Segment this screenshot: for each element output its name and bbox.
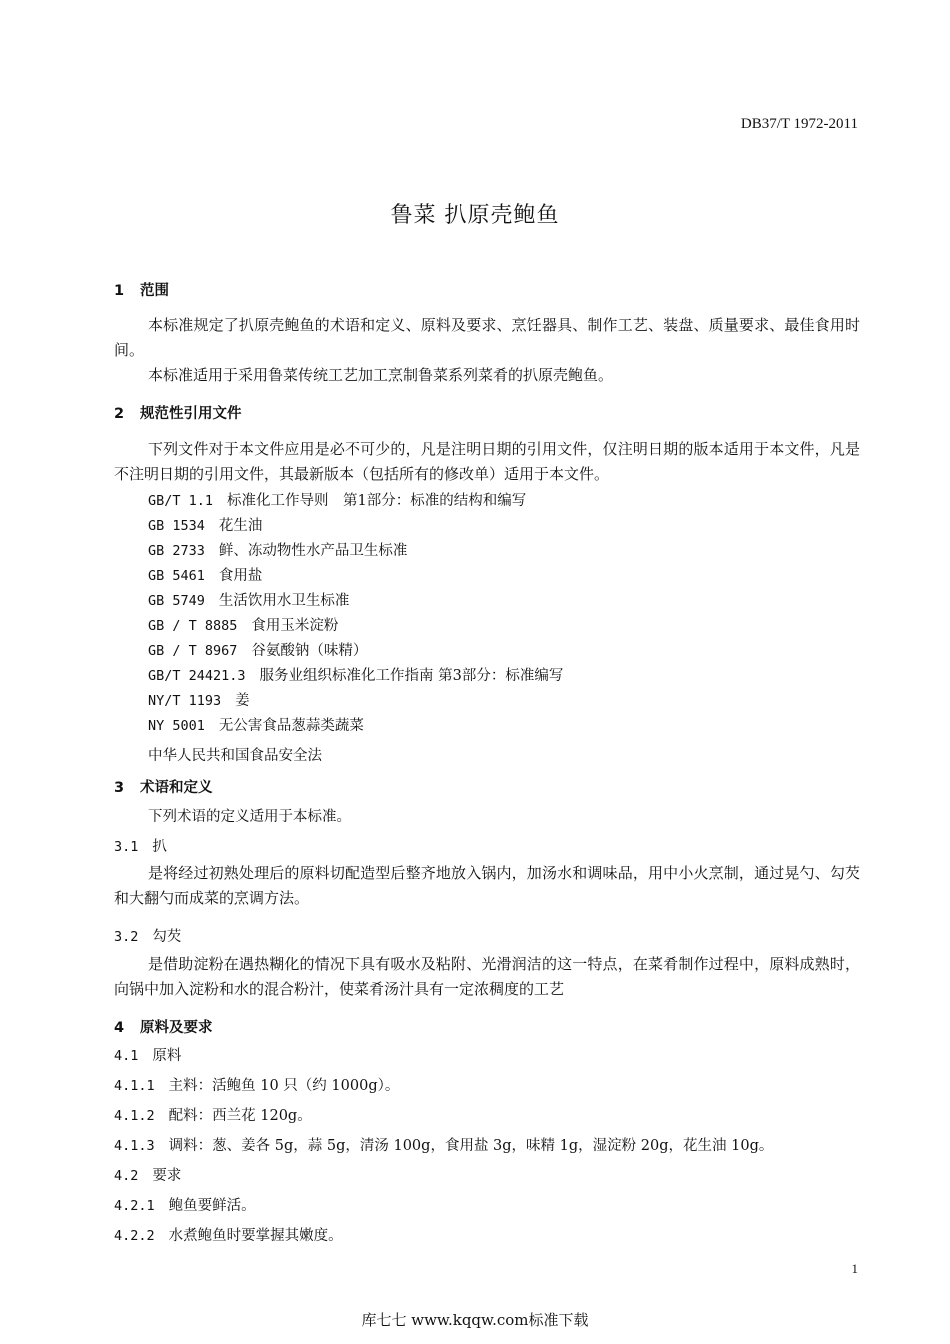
- clause-item: 4.2.1 鲍鱼要鲜活。: [114, 1198, 256, 1214]
- section-title: 术语和定义: [140, 780, 213, 796]
- clause-item: 4.2.2 水煮鲍鱼时要掌握其嫩度。: [114, 1228, 343, 1244]
- reference-item: GB 5461 食用盐: [148, 568, 263, 584]
- term-definition: 是借助淀粉在遇热糊化的情况下具有吸水及粘附、光滑润洁的这一特点，在菜肴制作过程中，原料成熟时，向锅中加入淀粉和水的混合粉汁，使菜肴汤汁具有一定浓稠度的工艺: [114, 955, 860, 998]
- term-heading: 3.1 扒: [114, 839, 167, 855]
- reference-law: 中华人民共和国食品安全法: [148, 748, 322, 764]
- section-number: 2: [114, 406, 125, 422]
- section-number: 4: [114, 1020, 125, 1036]
- reference-item: GB / T 8885 食用玉米淀粉: [148, 618, 339, 634]
- section-1-heading: [114, 279, 169, 300]
- reference-item: GB 1534 花生油: [148, 518, 263, 534]
- section-2-heading: [114, 402, 242, 423]
- section-title: 原料及要求: [140, 1020, 213, 1036]
- terms-intro: 下列术语的定义适用于本标准。: [148, 809, 351, 825]
- scope-paragraph-1: 本标准规定了扒原壳鲍鱼的术语和定义、原料及要求、烹饪器具、制作工艺、装盘、质量要求、最佳食用时间。: [114, 316, 860, 359]
- clause-item: 4.2 要求: [114, 1168, 182, 1184]
- clause-item: 4.1.1 主料：活鲍鱼 10 只（约 1000g）。: [114, 1078, 400, 1094]
- clause-item: 4.1 原料: [114, 1048, 182, 1064]
- footer-watermark[interactable]: 库七七 www.kqqw.com标准下载: [361, 1311, 589, 1329]
- section-number: 3: [114, 780, 125, 796]
- reference-item: GB/T 24421.3 服务业组织标准化工作指南 第3部分：标准编写: [148, 668, 564, 684]
- document-title: 鲁菜 扒原壳鲍鱼: [390, 203, 560, 228]
- scope-paragraph-2: 本标准适用于采用鲁菜传统工艺加工烹制鲁菜系列菜肴的扒原壳鲍鱼。: [148, 366, 614, 384]
- term-definition: 是将经过初熟处理后的原料切配造型后整齐地放入锅内，加汤水和调味品，用中小火烹制，通过晃勺、勾芡和大翻勺而成菜的烹调方法。: [114, 864, 860, 907]
- clause-item: 4.1.2 配料：西兰花 120g。: [114, 1108, 312, 1124]
- section-number: 1: [114, 283, 125, 299]
- section-4-heading: [114, 1016, 213, 1037]
- clause-item: 4.1.3 调料：葱、姜各 5g，蒜 5g，清汤 100g，食用盐 3g，味精 1g，湿淀粉 20g，花生油 10g。: [114, 1138, 774, 1154]
- term-heading: 3.2 勾芡: [114, 929, 182, 945]
- reference-item: NY 5001 无公害食品葱蒜类蔬菜: [148, 718, 364, 734]
- reference-item: GB / T 8967 谷氨酸钠（味精）: [148, 643, 368, 659]
- references-intro: 下列文件对于本文件应用是必不可少的，凡是注明日期的引用文件，仅注明日期的版本适用于本文件，凡是不注明日期的引用文件，其最新版本（包括所有的修改单）适用于本文件。: [114, 440, 860, 483]
- reference-item: GB 2733 鲜、冻动物性水产品卫生标准: [148, 543, 408, 559]
- reference-item: GB 5749 生活饮用水卫生标准: [148, 593, 350, 609]
- page-number: 1: [851, 1261, 858, 1276]
- reference-item: NY/T 1193 姜: [148, 693, 250, 709]
- section-3-heading: [114, 776, 213, 797]
- document-code: DB37/T 1972-2011: [740, 116, 858, 132]
- reference-item: GB/T 1.1 标准化工作导则 第1部分：标准的结构和编写: [148, 493, 527, 509]
- section-title: 范围: [140, 283, 169, 299]
- section-title: 规范性引用文件: [140, 406, 242, 422]
